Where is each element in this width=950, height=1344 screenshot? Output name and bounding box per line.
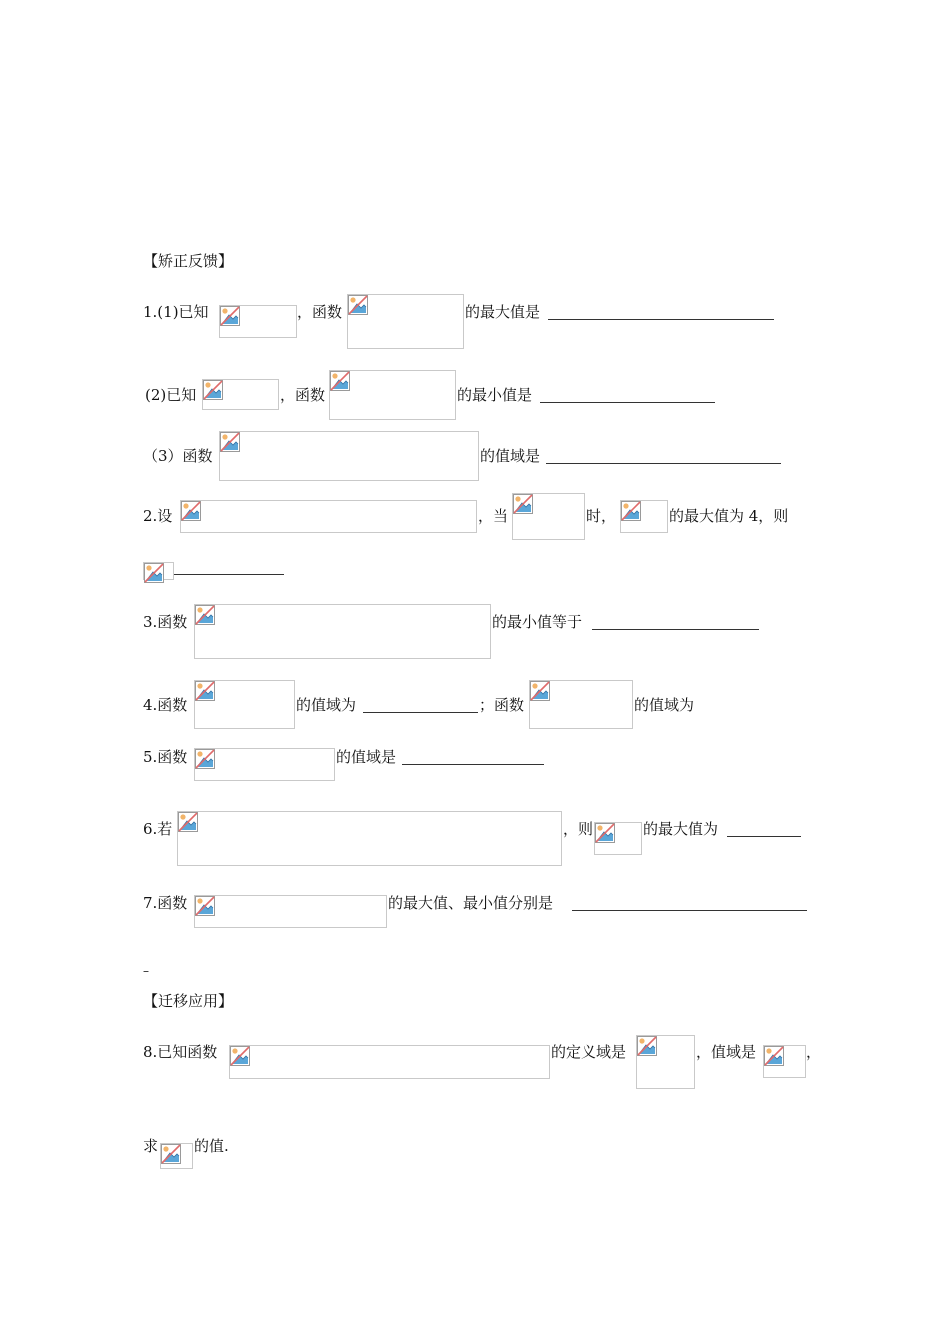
formula-image: [763, 1045, 806, 1078]
broken-image-icon: [195, 605, 215, 625]
q1-part3-suffix: 的值域是: [480, 447, 541, 465]
q5-suffix: 的值域是: [336, 748, 397, 766]
broken-image-icon: [513, 494, 533, 514]
q3-suffix: 的最小值等于: [492, 613, 583, 631]
q6-suffix: 的最大值为: [643, 820, 719, 838]
broken-image-icon: [330, 371, 350, 391]
q8-line2-prefix: 求: [143, 1137, 159, 1155]
broken-image-icon: [161, 1144, 181, 1164]
q7-prefix: 7.函数: [143, 894, 188, 912]
broken-image-icon: [637, 1036, 657, 1056]
broken-image-icon: [230, 1046, 250, 1066]
formula-image: [180, 500, 477, 533]
q4-mid2: ；函数: [479, 696, 525, 714]
answer-blank[interactable]: [572, 910, 807, 911]
q4-suffix: 的值域为: [634, 696, 695, 714]
answer-blank[interactable]: [363, 712, 478, 713]
formula-image: [229, 1045, 550, 1079]
formula-image: [177, 811, 562, 866]
broken-image-icon: [764, 1046, 784, 1066]
answer-blank[interactable]: [540, 402, 715, 403]
q5-prefix: 5.函数: [143, 748, 188, 766]
formula-image: [202, 379, 279, 410]
formula-image: [219, 431, 479, 481]
formula-image: [219, 305, 297, 338]
formula-image: [329, 370, 456, 420]
formula-image: [194, 680, 295, 729]
broken-image-icon: [203, 380, 223, 400]
q1-part3-prefix: （3）函数: [143, 447, 213, 465]
q3-prefix: 3.函数: [143, 613, 188, 631]
section-transfer-title: 【迁移应用】: [143, 992, 234, 1010]
answer-blank[interactable]: [174, 574, 284, 575]
q4-mid1: 的值域为: [296, 696, 357, 714]
section-feedback-title: 【矫正反馈】: [143, 252, 234, 270]
q8-mid1: 的定义域是: [551, 1043, 627, 1061]
formula-image: [529, 680, 633, 729]
q4-prefix: 4.函数: [143, 696, 188, 714]
formula-image: [143, 562, 174, 580]
q1-part2-mid: ，函数: [280, 386, 326, 404]
broken-image-icon: [195, 749, 215, 769]
formula-image: [636, 1035, 695, 1089]
q8-line2-suffix: 的值.: [194, 1137, 229, 1155]
formula-image: [347, 294, 464, 349]
q7-suffix: 的最大值、最小值分别是: [388, 894, 554, 912]
formula-image: [194, 604, 491, 659]
q2-suffix: 的最大值为 4，则: [669, 507, 789, 525]
q6-prefix: 6.若: [143, 820, 173, 838]
broken-image-icon: [220, 432, 240, 452]
q2-prefix: 2.设: [143, 507, 173, 525]
answer-blank[interactable]: [402, 764, 544, 765]
answer-blank[interactable]: [548, 319, 774, 320]
q2-when: ，当: [478, 507, 509, 525]
q1-part2-suffix: 的最小值是: [457, 386, 533, 404]
formula-image: [194, 895, 387, 928]
broken-image-icon: [195, 896, 215, 916]
formula-image: [512, 493, 585, 540]
formula-image: [194, 748, 335, 781]
q1-part2-prefix: (2)已知: [145, 386, 197, 404]
broken-image-icon: [530, 681, 550, 701]
broken-image-icon: [178, 812, 198, 832]
formula-image: [160, 1143, 193, 1169]
formula-image: [620, 500, 668, 533]
q8-end: ，: [806, 1043, 822, 1061]
answer-blank[interactable]: [592, 629, 759, 630]
answer-blank[interactable]: [546, 463, 781, 464]
q1-part1-prefix: 1.(1)已知: [143, 303, 209, 321]
formula-image: [594, 822, 642, 855]
broken-image-icon: [144, 563, 164, 583]
broken-image-icon: [621, 501, 641, 521]
q1-part1-mid: ，函数: [297, 303, 343, 321]
broken-image-icon: [220, 306, 240, 326]
broken-image-icon: [595, 823, 615, 843]
q8-prefix: 8.已知函数: [143, 1043, 218, 1061]
broken-image-icon: [348, 295, 368, 315]
q1-part1-suffix: 的最大值是: [465, 303, 541, 321]
broken-image-icon: [195, 681, 215, 701]
q6-mid: ，则: [563, 820, 594, 838]
stray-mark: –: [143, 964, 149, 978]
q2-time: 时，: [586, 507, 617, 525]
answer-blank[interactable]: [727, 836, 801, 837]
q8-mid2: ，值域是: [696, 1043, 757, 1061]
broken-image-icon: [181, 501, 201, 521]
